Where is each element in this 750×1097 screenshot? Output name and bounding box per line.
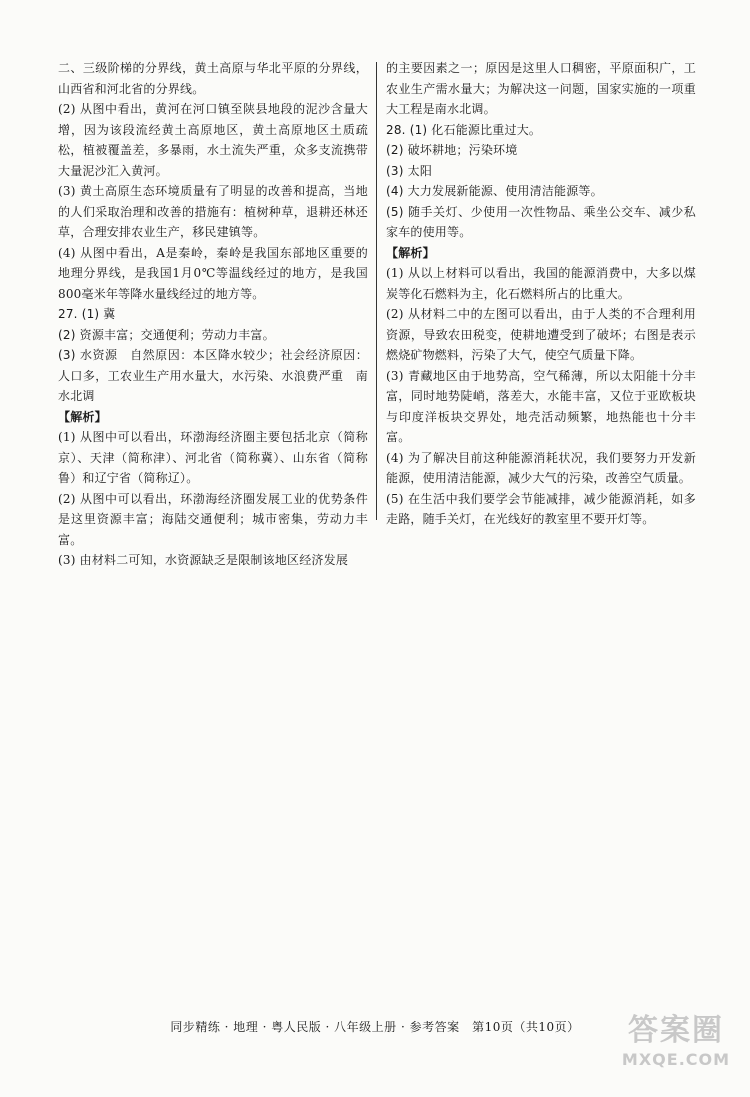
paragraph-q27-3: (3) 水资源 自然原因：本区降水较少；社会经济原因：人口多，工农业生产用水量大，水污染、水浪费严重 南水北调 (58, 348, 368, 403)
watermark-logo-text: 答案圈 (628, 1013, 724, 1048)
paragraph-q28-analysis-5: (5) 在生活中我们要学会节能减排，减少能源消耗，如多走路，随手关灯，在光线好的教室里不要开灯等。 (386, 491, 696, 526)
paragraph-q26-2: (2) 从图中看出，黄河在河口镇至陕县地段的泥沙含量大增，因为该段流经黄土高原地区，黄土高原地区土质疏松，植被覆盖差，多暴雨，水土流失严重，众多支流携带大量泥沙汇入黄河。 (58, 102, 368, 178)
paragraph-q28-4: (4) 大力发展新能源、使用清洁能源等。 (386, 184, 603, 198)
page-footer: 同步精练 · 地理 · 粤人民版 · 八年级上册 · 参考答案 第10页（共10页） (170, 1020, 580, 1034)
paragraph-q27-analysis-3-cont: 的主要因素之一；原因是这里人口稠密，平原面积广，工农业生产需水量大；为解决这一问题，国家实施的一项重大工程是南水北调。 (386, 61, 696, 116)
right-column (386, 58, 696, 530)
paragraph-q28-3: (3) 太阳 (386, 163, 433, 178)
paragraph-q27-analysis-3: (3) 由材料二可知，水资源缺乏是限制该地区经济发展 (58, 553, 349, 567)
left-column (58, 58, 368, 571)
paragraph-q28-analysis-2: (2) 从材料二中的左图可以看出，由于人类的不合理利用资源，导致农田税变，使耕地遭受到了破坏；右图是表示燃烧矿物燃料，污染了大气，使空气质量下降。 (386, 307, 696, 362)
column-divider (376, 62, 377, 520)
paragraph-q26-3: (3) 黄土高原生态环境质量有了明显的改善和提高，当地的人们采取治理和改善的措施有：植树种草，退耕还林还草，合理安排农业生产，移民建镇等。 (58, 184, 368, 239)
paragraph-q28-2: (2) 破坏耕地；污染环境 (386, 143, 518, 157)
analysis-heading-q28: 【解析】 (386, 245, 435, 260)
analysis-heading-q27: 【解析】 (58, 409, 107, 424)
paragraph-q27-analysis-2: (2) 从图中可以看出，环渤海经济圈发展工业的优势条件是这里资源丰富；海陆交通便利；城市密集，劳动力丰富。 (58, 491, 368, 547)
watermark-url: MXQE.COM (621, 1050, 731, 1069)
paragraph-q27-2: (2) 资源丰富；交通便利；劳动力丰富。 (58, 327, 275, 342)
paragraph-q26-4: (4) 从图中看出，A是秦岭，秦岭是我国东部地区重要的地理分界线，是我国1月0℃等温线经过的地方，是我国800毫米年等降水量线经过的地方等。 (58, 245, 368, 301)
paragraph-q28-5: (5) 随手关灯、少使用一次性物品、乘坐公交车、减少私家车的使用等。 (386, 204, 696, 239)
site-watermark (610, 1013, 742, 1083)
paragraph-q28-analysis-1: (1) 从以上材料可以看出，我国的能源消费中，大多以煤炭等化石燃料为主，化石燃料所占的比重大。 (386, 266, 696, 301)
paragraph-q28-analysis-3: (3) 青藏地区由于地势高，空气稀薄，所以太阳能十分丰富，同时地势陡峭，落差大，水能丰富，又位于亚欧板块与印度洋板块交界处，地壳活动频繁，地热能也十分丰富。 (386, 368, 696, 444)
paragraph-q27-analysis-1: (1) 从图中可以看出，环渤海经济圈主要包括北京（简称京）、天津（简称津）、河北省（简称冀）、山东省（简称鲁）和辽宁省（简称辽）。 (58, 430, 368, 485)
paragraph-q27-1: 27. (1) 冀 (58, 307, 116, 321)
paragraph-boundary-line: 二、三级阶梯的分界线，黄土高原与华北平原的分界线，山西省和河北省的分界线。 (58, 61, 368, 96)
paragraph-q28-1: 28. (1) 化石能源比重过大。 (386, 122, 542, 137)
paragraph-q28-analysis-4: (4) 为了解决目前这种能源消耗状况，我们要努力开发新能源，使用清洁能源，减少大气的污染，改善空气质量。 (386, 450, 696, 485)
